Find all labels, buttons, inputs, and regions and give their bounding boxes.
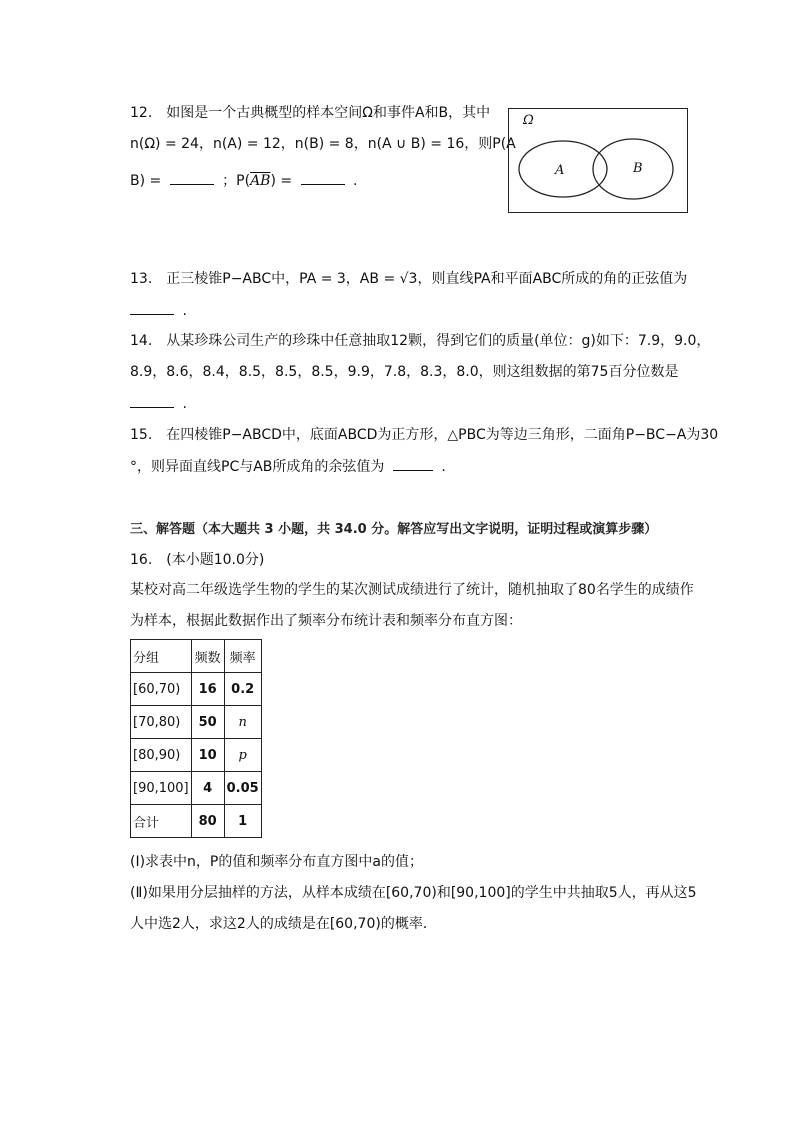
- table-cell: [70,80): [131, 706, 192, 739]
- q12-answer-blank-2[interactable]: [301, 170, 345, 185]
- q12-text-b: B) =: [130, 173, 162, 189]
- table-cell: n: [224, 706, 261, 739]
- venn-label-a: A: [555, 163, 565, 178]
- q13-answer-blank[interactable]: [130, 300, 174, 315]
- q16-part-1: (Ⅰ)求表中n，P的值和频率分布直方图中a的值；: [130, 854, 423, 870]
- table-row: [131, 739, 262, 772]
- venn-diagram: [508, 108, 688, 213]
- table-row: [131, 772, 262, 805]
- q12-text-sep: ；P(: [222, 173, 251, 189]
- table-cell: 80: [191, 805, 224, 838]
- q15-line-2: [130, 456, 446, 477]
- q13-period: .: [182, 303, 187, 319]
- table-header-cell: 频数: [191, 640, 224, 673]
- q14-answer-blank[interactable]: [130, 393, 174, 408]
- q16-part-2-line-2: 人中选2人，求这2人的成绩是在[60,70)的概率．: [130, 916, 437, 932]
- table-cell: [90,100]: [131, 772, 192, 805]
- q14-line-1: 14. 从某珍珠公司生产的珍珠中任意抽取12颗，得到它们的质量(单位：g)如下：7.9，9.0，: [130, 333, 711, 349]
- q14-period: .: [182, 396, 187, 412]
- q16-header: 16. (本小题10.0分): [130, 552, 265, 568]
- table-cell: p: [224, 739, 261, 772]
- q14-line-3: [130, 393, 187, 414]
- table-header-cell: 频率: [224, 640, 261, 673]
- table-cell: 1: [224, 805, 261, 838]
- section-3-heading: 三、解答题（本大题共 3 小题，共 34.0 分。解答应写出文字说明，证明过程或演算步骤）: [130, 522, 658, 537]
- q12-line-2: n(Ω) = 24，n(A) = 12，n(B) = 8，n(A ∪ B) = 16，则P(A: [130, 136, 516, 152]
- q16-line-2: 为样本，根据此数据作出了频率分布统计表和频率分布直方图：: [130, 613, 522, 629]
- table-cell: 合计: [131, 805, 192, 838]
- q12-answer-blank-1[interactable]: [170, 170, 214, 185]
- table-cell: 0.2: [224, 673, 261, 706]
- q12-text-close: ) =: [270, 173, 293, 189]
- table-cell: 0.05: [224, 772, 261, 805]
- q12-complement-ab: $\overline{AB}$: [250, 173, 271, 189]
- table-row: [131, 805, 262, 838]
- q12-line-1: 12. 如图是一个古典概型的样本空间Ω和事件A和B，其中: [130, 105, 491, 121]
- table-row: [131, 673, 262, 706]
- q16-line-1: 某校对高二年级选学生物的学生的某次测试成绩进行了统计，随机抽取了80名学生的成绩作: [130, 582, 694, 598]
- venn-label-b: B: [633, 161, 643, 176]
- q15-line-1: 15. 在四棱锥P−ABCD中，底面ABCD为正方形，△PBC为等边三角形，二面角P−BC−A为30: [130, 427, 719, 443]
- q14-line-2: 8.9，8.6，8.4，8.5，8.5，8.5，9.9，7.8，8.3，8.0，则这组数据的第75百分位数是: [130, 364, 679, 380]
- q15-period: .: [441, 459, 446, 475]
- table-cell: 50: [191, 706, 224, 739]
- table-cell: 16: [191, 673, 224, 706]
- table-header-cell: 分组: [131, 640, 192, 673]
- table-cell: [80,90): [131, 739, 192, 772]
- venn-omega-label: Ω: [523, 113, 534, 128]
- q15-text: °，则异面直线PC与AB所成角的余弦值为: [130, 459, 385, 475]
- venn-circles: [509, 109, 689, 214]
- q12-period: .: [353, 173, 358, 189]
- q12-line-3: [130, 170, 357, 191]
- q13-line-2: [130, 300, 187, 321]
- table-header-row: [131, 640, 262, 673]
- table-cell: 10: [191, 739, 224, 772]
- q16-part-2-line-1: (Ⅱ)如果用分层抽样的方法，从样本成绩在[60,70)和[90,100]的学生中共抽取5人，再从这5: [130, 885, 697, 901]
- table-row: [131, 706, 262, 739]
- table-cell: [60,70): [131, 673, 192, 706]
- q13-line-1: 13. 正三棱锥P−ABC中，PA = 3，AB = √3，则直线PA和平面ABC所成的角的正弦值为: [130, 271, 688, 287]
- table-cell: 4: [191, 772, 224, 805]
- frequency-table: [130, 639, 262, 838]
- q15-answer-blank[interactable]: [393, 456, 433, 471]
